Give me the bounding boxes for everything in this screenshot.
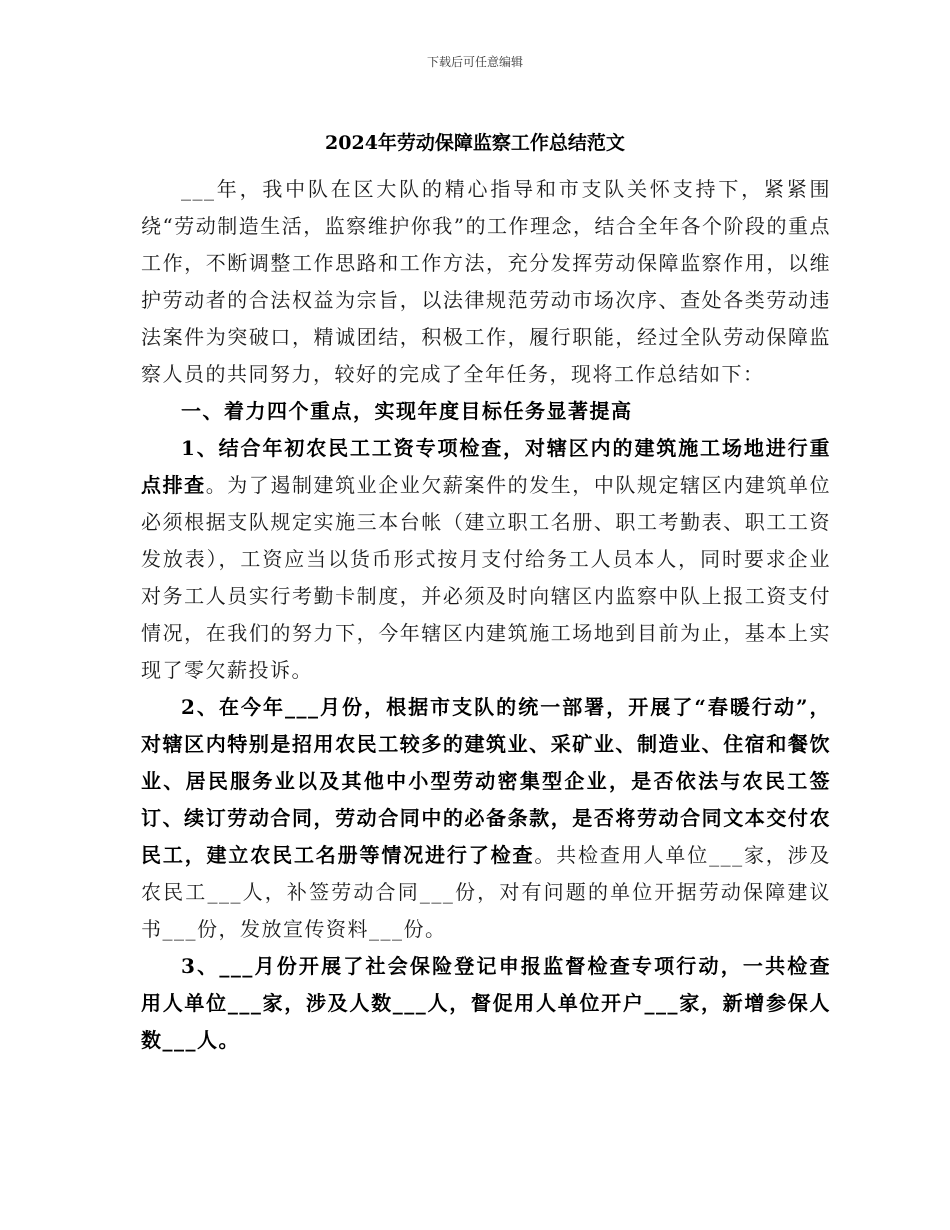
document-body	[141, 171, 831, 1059]
section-heading: 一、着力四个重点，实现年度目标任务显著提高	[181, 399, 633, 423]
item-2-paragraph	[141, 689, 831, 948]
header-note: 下载后可任意编辑	[426, 55, 523, 69]
item-2-lead: 2、在今年___月份，根据市支队的统一部署，开展了“春暖行动”，对辖区内特别是招用农民工较多的建筑业、采矿业、制造业、住宿和餐饮业、居民服务业以及其他中小型劳动密集型企业，是否依法与农民工签订、续订劳动合同，劳动合同中的必备条款，是否将劳动合同文本交付农民工，建立农民工名册等情况进行了检查	[141, 695, 831, 867]
document-title: 2024年劳动保障监察工作总结范文	[325, 132, 625, 154]
item-1-lead: 1、结合年初农民工工资专项检查，对辖区内的建筑施工场地进行重点排查	[141, 436, 831, 497]
intro-paragraph: ___年，我中队在区大队的精心指导和市支队关怀支持下，紧紧围绕“劳动制造生活，监察维护你我”的工作理念，结合全年各个阶段的重点工作，不断调整工作思路和工作方法，充分发挥劳动保障监察作用，以维护劳动者的合法权益为宗旨，以法律规范劳动市场次序、查处各类劳动违法案件为突破口，精诚团结，积极工作，履行职能，经过全队劳动保障监察人员的共同努力，较好的完成了全年任务，现将工作总结如下：	[141, 177, 831, 386]
item-1-paragraph	[141, 430, 831, 689]
item-2-body: 。共检查用人单位___家，涉及农民工___人，补签劳动合同___份，对有问题的单位开据劳动保障建议书___份，发放宣传资料___份。	[141, 843, 832, 941]
item-3-paragraph: 3、___月份开展了社会保险登记申报监督检查专项行动，一共检查用人单位___家，涉及人数___人，督促用人单位开户___家，新增参保人数___人。	[141, 954, 831, 1052]
item-1-body: 。为了遏制建筑业企业欠薪案件的发生，中队规定辖区内建筑单位必须根据支队规定实施三本台帐（建立职工名册、职工考勤表、职工工资发放表），工资应当以货币形式按月支付给务工人员本人，同时要求企业对务工人员实行考勤卡制度，并必须及时向辖区内监察中队上报工资支付情况，在我们的努力下，今年辖区内建筑施工场地到目前为止，基本上实现了零欠薪投诉。	[141, 473, 832, 682]
